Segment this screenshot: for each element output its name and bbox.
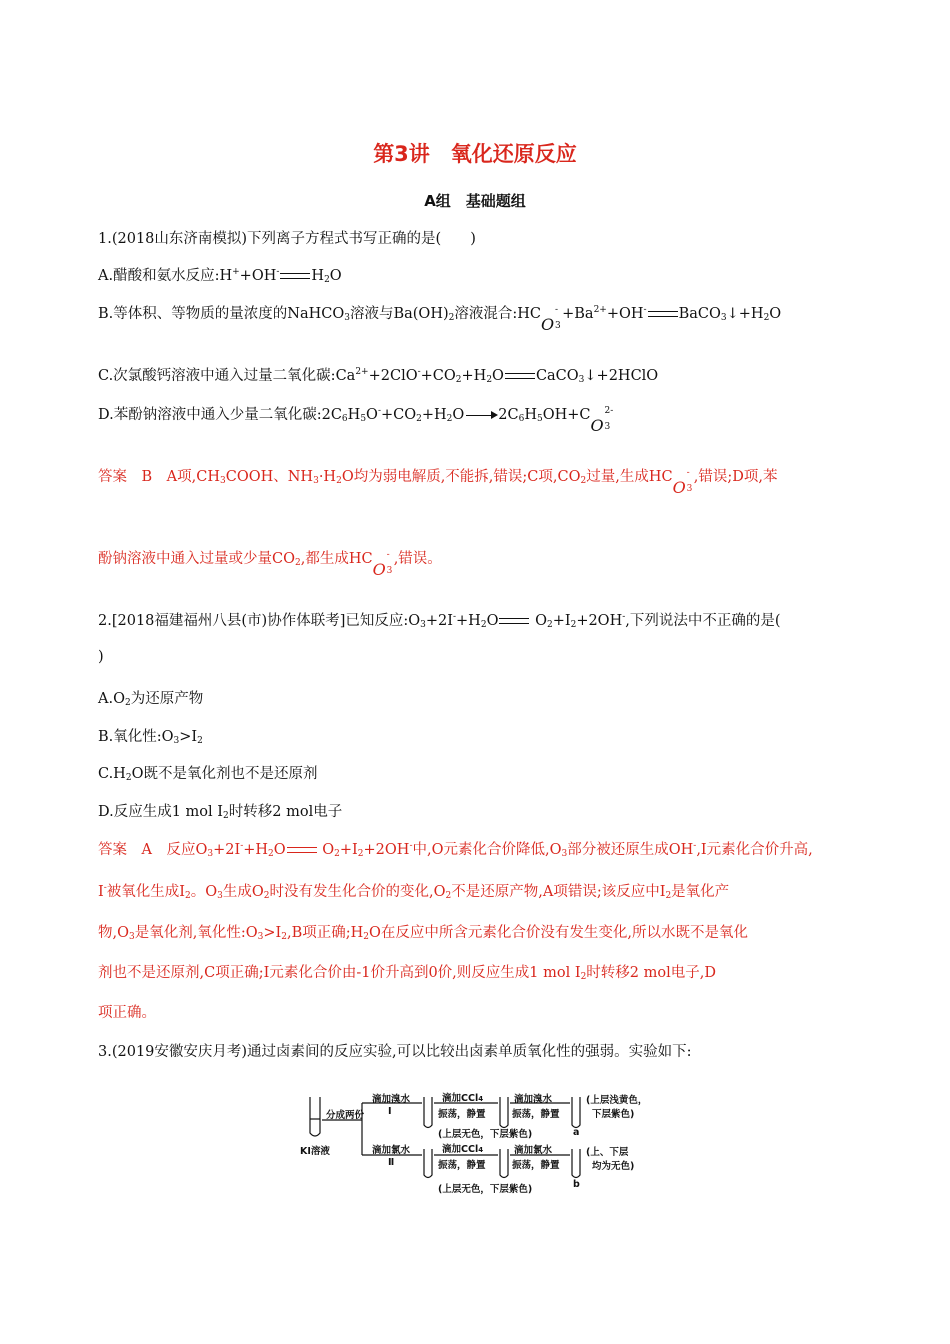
q2-stem-line2: ) xyxy=(98,649,104,665)
ki-solution-label: KI溶液 xyxy=(300,1146,330,1157)
add-chlorine-label: 滴加氯水 xyxy=(372,1145,411,1156)
group-heading: A组 基础题组 xyxy=(424,192,526,210)
q1-option-d: D.苯酚钠溶液中通入少量二氧化碳$:2C_6H_5O^-+CO_2+H_2O$ $2C_6H_5OH+CO$ 3 2- xyxy=(98,406,614,435)
outcome-a-line1: (上层浅黄色， xyxy=(586,1095,648,1106)
page-title: 第3讲 氧化还原反应 xyxy=(373,142,577,166)
q2-answer-line3: 物$,O_3$是氧化剂,氧化性$:O_3>I_2,B$项正确$;H_2O$在反应中所含元素化合价没有发生变化,所以水既不是氧化 xyxy=(98,925,749,942)
shake-label-2: 振荡，静置 xyxy=(512,1109,560,1120)
q1-option-a: A.醋酸和氨水反应:H++OH- $H_2O$ xyxy=(98,267,342,285)
q2-option-d: D.反应生成1 mol $I_2$时转移2 mol电子 xyxy=(98,804,343,821)
q2-answer-line5: 项正确。 xyxy=(98,1005,156,1021)
q2-answer-line2: I-被氧化生成$I_2$。$O_3$生成$O_2$时没有发生化合价的变化$,O_2$不是还原产物,A项错误;该反应中$I_2$是氧化产 xyxy=(98,883,730,901)
result-label-2: (上层无色，下层紫色) xyxy=(438,1184,533,1195)
outcome-a-line2: 下层紫色) xyxy=(592,1109,635,1120)
q1-answer-line1: 答案 B A项$,CH_3COOH$、$NH_3\cdot H_2O$均为弱电解质,不能拆,错误;C项$,CO_2$过量,生成HCO 3 - ,错误;D项,苯 xyxy=(98,468,778,497)
q2-option-b: B.氧化性$:O_3>I_2$ xyxy=(98,729,203,746)
q2-option-a: $A.O_2$为还原产物 xyxy=(98,691,204,708)
q1-option-c: C.次氯酸钙溶液中通入过量二氧化碳$:Ca^{2+}+2ClO^-+CO_2+H_2O$ CaCO$_3$↓+2HClO xyxy=(98,367,659,385)
roman-one-label: Ⅰ xyxy=(388,1106,392,1117)
q1-option-b: B.等体积、等物质的量浓度的NaHCO$_3$溶液与$Ba(OH)_2$溶液混合:HCO 3 - $+Ba^{2+}+OH^-$ $BaCO_3↓+H_2O$ xyxy=(98,305,782,334)
shake-label-3: 振荡，静置 xyxy=(438,1160,486,1171)
add-bromine-label: 滴加溴水 xyxy=(372,1094,411,1105)
q1-answer-line2: 酚钠溶液中通入过量或少量$CO_2$,都生成HCO 3 - ,错误。 xyxy=(98,550,442,579)
q1-stem: 1.(2018山东济南模拟)下列离子方程式书写正确的是( ) xyxy=(98,231,476,247)
roman-two-label: Ⅱ xyxy=(388,1157,395,1168)
split-label: 分成两份 xyxy=(326,1110,365,1121)
outcome-b-line2: 均为无色) xyxy=(592,1161,635,1172)
result-label-1: (上层无色，下层紫色) xyxy=(438,1129,533,1140)
add-chlorine-label-2: 滴加氯水 xyxy=(514,1145,553,1156)
add-ccl4-label-2: 滴加CCl4 xyxy=(442,1144,484,1155)
add-ccl4-label-1: 滴加CCl4 xyxy=(442,1093,484,1104)
outcome-b-line1: (上、下层 xyxy=(586,1147,629,1158)
shake-label-4: 振荡，静置 xyxy=(512,1160,560,1171)
q3-stem: 3.(2019安徽安庆月考)通过卤素间的反应实验,可以比较出卤素单质氧化性的强弱。实验如下: xyxy=(98,1044,692,1060)
add-bromine-label-2: 滴加溴水 xyxy=(514,1094,553,1105)
q2-option-c: $C.H_2O$既不是氧化剂也不是还原剂 xyxy=(98,766,318,783)
label-a: a xyxy=(573,1127,580,1138)
q2-answer-line4: 剂也不是还原剂,C项正确;I元素化合价由-1价升高到0价,则反应生成1 mol $I_2$时转移2 mol电子,D xyxy=(98,965,716,982)
q2-answer-line1: 答案 A 反应$O_3+2I^-+H_2O$ $O_2+I_2+2OH^-$中,O元素化合价降低$,O_3$部分被还原生成OH-,I元素化合价升高, xyxy=(98,841,813,859)
experiment-diagram xyxy=(300,1093,660,1203)
shake-label-1: 振荡，静置 xyxy=(438,1109,486,1120)
label-b: b xyxy=(573,1179,580,1190)
q2-stem: 2.[2018福建福州八县(市)协作体联考]已知反应$:O_3+2I^-+H_2O$ $O_2+I_2+2OH^-$,下列说法中不正确的是( xyxy=(98,612,781,630)
